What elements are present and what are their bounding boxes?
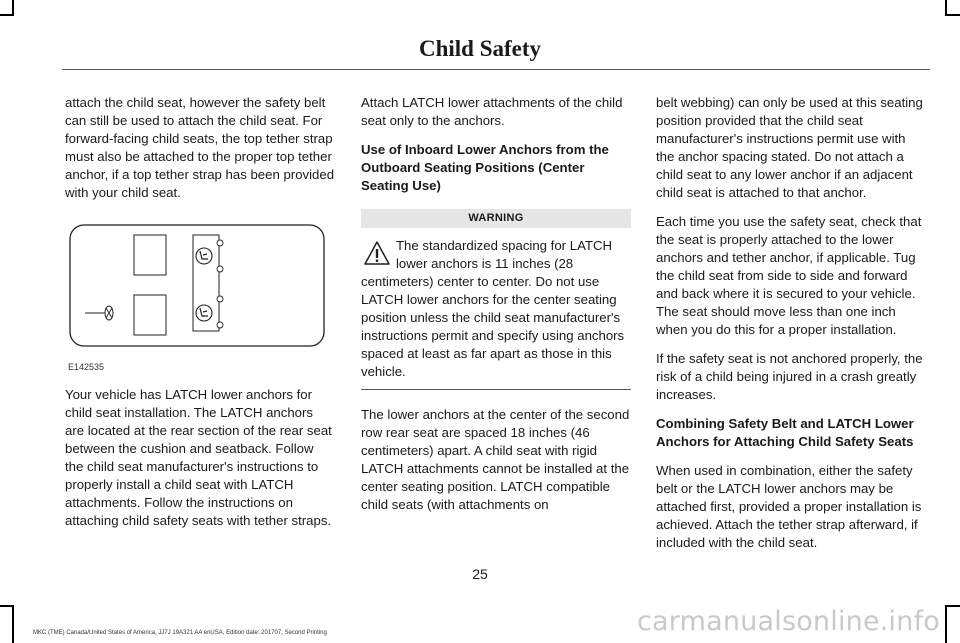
- column-1-lower: [65, 386, 335, 530]
- figure-label: E142535: [68, 362, 105, 372]
- child-seat-icon: [196, 248, 212, 264]
- watermark: carmanualsonline.info: [637, 606, 940, 637]
- page-title: Child Safety: [418, 36, 542, 61]
- crop-mark: [945, 14, 960, 16]
- column-2-paragraph-2: The lower anchors at the center of the second row rear seat are spaced 18 inches (46 centimeters) apart. A child seat with rigid LATCH attachments cannot be installed at the center seating position. LATCH compatible child seats (with attachments on: [361, 407, 630, 512]
- section-heading-inboard-anchors: Use of Inboard Lower Anchors from the Outboard Seating Positions (Center Seating Use): [361, 142, 609, 193]
- column-3-paragraph-1: belt webbing) can only be used at this seating position provided that the child seat manufacturer's instructions permit use with the anchor spacing stated. Do not attach a child seat to any lower anchor if an adjacent child seat is attached to that anchor.: [656, 95, 923, 200]
- page-number: 25: [472, 566, 488, 582]
- warning-title: WARNING: [361, 209, 631, 228]
- section-heading-combining: Combining Safety Belt and LATCH Lower Anchors for Attaching Child Safety Seats: [656, 416, 914, 449]
- warning-text: The standardized spacing for LATCH lower anchors is 11 inches (28 centimeters) center to center. Do not use LATCH lower anchors for the center seating position unless the child seat manufacturer's instructions permit and specify using anchors spaced at least as far apart as those in this vehicle.: [361, 238, 625, 379]
- warning-box: [361, 237, 631, 381]
- crop-mark: [0, 605, 14, 607]
- latch-anchor-diagram: [65, 221, 327, 351]
- warning-triangle-icon: [363, 239, 391, 267]
- column-2-paragraph-1: Attach LATCH lower attachments of the child seat only to the anchors.: [361, 95, 623, 128]
- column-3-paragraph-3: If the safety seat is not anchored properly, the risk of a child being injured in a crash greatly increases.: [656, 351, 923, 402]
- column-2: [361, 94, 631, 525]
- column-3-paragraph-2: Each time you use the safety seat, check that the seat is properly attached to the lower anchors and tether anchor, if applicable. Tug the child seat from side to side and forward and back where it is secured to your vehicle. The seat should move less than one inch when you do this for a proper installation.: [656, 214, 922, 337]
- header-rule: [62, 69, 930, 70]
- column-1-paragraph-2: Your vehicle has LATCH lower anchors for child seat installation. The LATCH anchors are located at the rear section of the rear seat between the cushion and seatback. Follow the child seat manufacturer's instructions to properly install a child seat with LATCH attachments. Follow the instructions on attaching child safety seats with tether straps.: [65, 387, 332, 528]
- column-1-paragraph-1: attach the child seat, however the safety belt can still be used to attach the child seat. For forward-facing child seats, the top tether strap must also be attached to the proper top tether anchor, if a top tether strap has been provided with your child seat.: [65, 95, 335, 200]
- crop-mark: [0, 14, 14, 16]
- warning-rule: [361, 389, 631, 390]
- column-3-paragraph-4: When used in combination, either the safety belt or the LATCH lower anchors may be attached first, provided a proper installation is achieved. Attach the tether strap afterward, if included with the child seat.: [656, 463, 922, 550]
- column-3: [656, 94, 926, 563]
- edition-footer: MKC (TME) Canada/United States of America, JJ7J 19A321 AA enUSA, Edition date: 201707, Second Printing: [33, 630, 327, 636]
- child-seat-icon: [196, 305, 212, 321]
- crop-mark: [945, 0, 947, 14]
- crop-mark: [12, 0, 14, 14]
- crop-mark: [945, 605, 960, 607]
- crop-mark: [12, 605, 14, 643]
- column-1: [65, 94, 335, 213]
- crop-mark: [945, 605, 947, 643]
